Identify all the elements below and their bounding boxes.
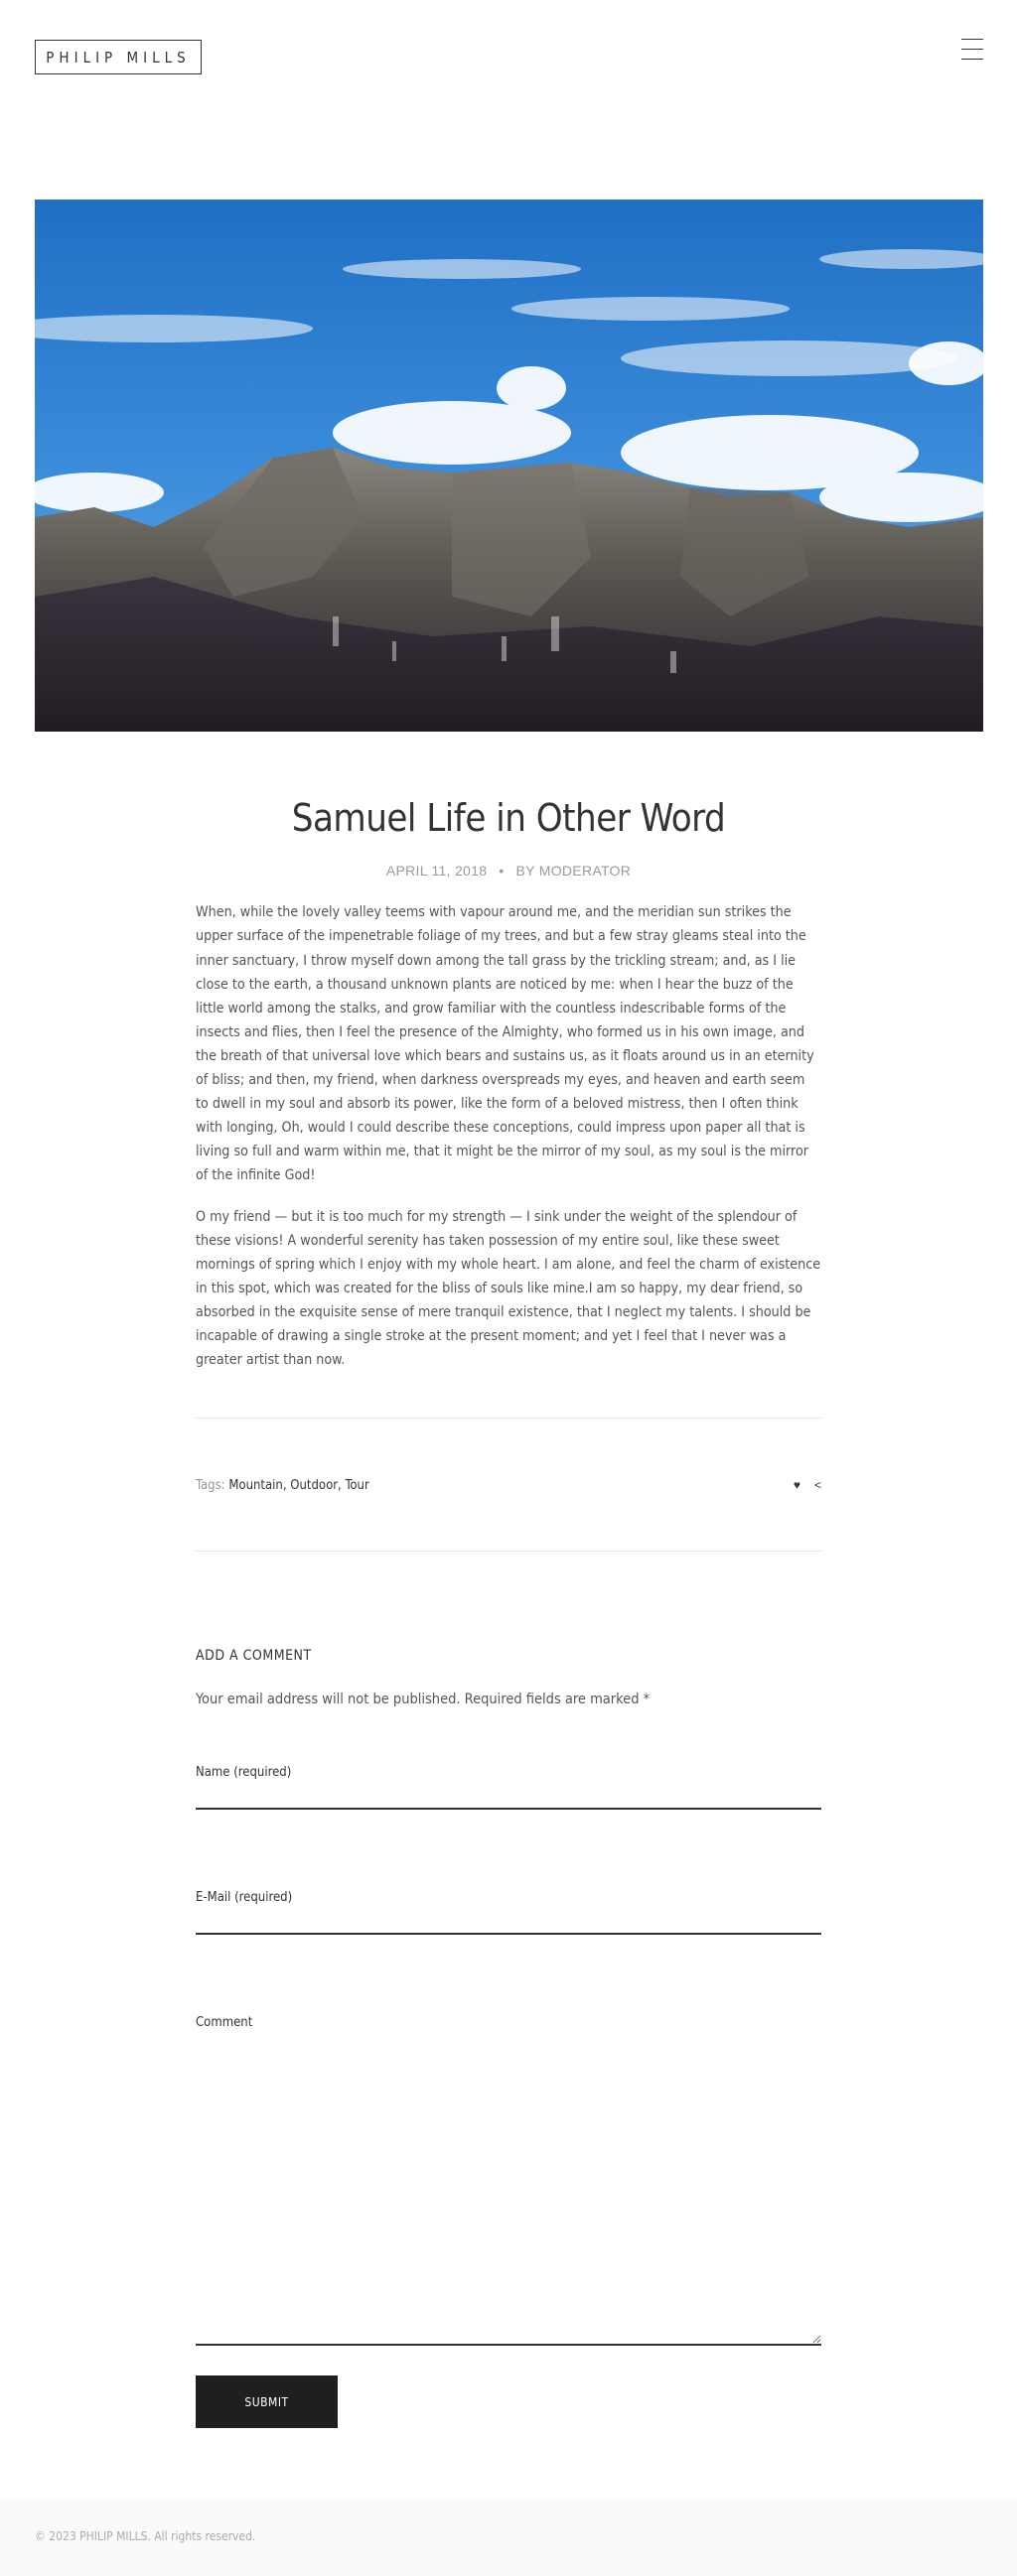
divider — [196, 1418, 821, 1419]
hamburger-line — [961, 59, 983, 60]
post-actions — [794, 1478, 821, 1492]
tags-label: Tags: — [196, 1477, 225, 1493]
comment-textarea[interactable] — [196, 2038, 821, 2346]
site-header — [0, 0, 1017, 119]
post-author[interactable]: BY MODERATOR — [515, 863, 632, 880]
hamburger-line — [961, 39, 983, 40]
comment-form — [196, 1648, 821, 2409]
tag-link[interactable]: Mountain — [228, 1477, 283, 1493]
email-label: E-Mail (required) — [196, 1890, 293, 1905]
tag-link[interactable]: Tour — [345, 1477, 369, 1493]
post-title: Samuel Life in Other Word — [291, 796, 726, 840]
tag-link[interactable]: Outdoor — [290, 1477, 339, 1493]
post-paragraph: When, while the lovely valley teems with vapour around me, and the meridian sun strikes the upper surface of the impenetrable foliage of my trees, and but a few stray gleams steal into the inner sanctuary, I throw myself down among the tall grass by the trickling stream; and, as I lie close to the earth, a thousand unknown plants are noticed by me: when I hear the buzz of the little world among the stalks, and grow familiar with the countless indescribable forms of the insects and flies, then I feel the presence of the Almighty, who formed us in his own image, and the breath of that universal love which bears and sustains us, as it floats around us in an eternity of bliss; and then, my friend, when darkness overspreads my eyes, and heaven and earth seem to dwell in my soul and absorb its power, like the form of a beloved mistress, then I often think with longing, Oh, would I could describe these conceptions, could impress upon paper all that is living so full and warm within me, that it might be the mirror of my soul, as my soul is the mirror of the infinite God! — [196, 904, 814, 1184]
article — [196, 794, 821, 1389]
post-paragraph: O my friend — but it is too much for my strength — I sink under the weight of the splendour of these visions! A wonderful serenity has taken possession of my entire soul, like these sweet mornings of spring which I enjoy with my whole heart. I am alone, and feel the charm of existence in this spot, which was created for the bliss of souls like mine.I am so happy, my dear friend, so absorbed in the exquisite sense of mere tranquil existence, that I neglect my talents. I should be incapable of drawing a single stroke at the present moment; and yet I feel that I never was a greater artist than now. — [196, 1208, 821, 1369]
post-date[interactable]: APRIL 11, 2018 — [385, 863, 488, 880]
comment-heading: ADD A COMMENT — [196, 1648, 312, 1664]
post-footer — [196, 1467, 821, 1503]
email-field-group — [196, 1890, 821, 1935]
tag-separator: , — [338, 1477, 346, 1493]
post-tags — [196, 1478, 369, 1493]
name-input[interactable] — [196, 1780, 821, 1810]
hero-image — [35, 200, 983, 732]
divider — [196, 1551, 821, 1552]
name-field-group — [196, 1765, 821, 1810]
meta-separator: • — [499, 863, 505, 880]
comment-field-group — [196, 2015, 821, 2346]
hamburger-icon[interactable] — [961, 39, 983, 61]
site-footer — [0, 2498, 1017, 2576]
post-body — [196, 900, 821, 1372]
share-icon[interactable]: < — [813, 1478, 821, 1492]
email-input[interactable] — [196, 1905, 821, 1935]
tag-separator: , — [282, 1477, 291, 1493]
hamburger-line — [961, 49, 983, 50]
comment-note: Your email address will not be published. Required fields are marked * — [196, 1692, 651, 1707]
heart-icon[interactable]: ♥ — [793, 1478, 800, 1492]
name-label: Name (required) — [196, 1765, 292, 1780]
site-logo[interactable]: PHILIP MILLS — [35, 40, 202, 74]
copyright-text: © 2023 PHILIP MILLS. All rights reserved. — [35, 2529, 256, 2543]
post-meta — [196, 863, 821, 879]
comment-label: Comment — [196, 2015, 253, 2030]
submit-button[interactable]: SUBMIT — [196, 2375, 338, 2428]
mountain-photo — [35, 200, 983, 732]
